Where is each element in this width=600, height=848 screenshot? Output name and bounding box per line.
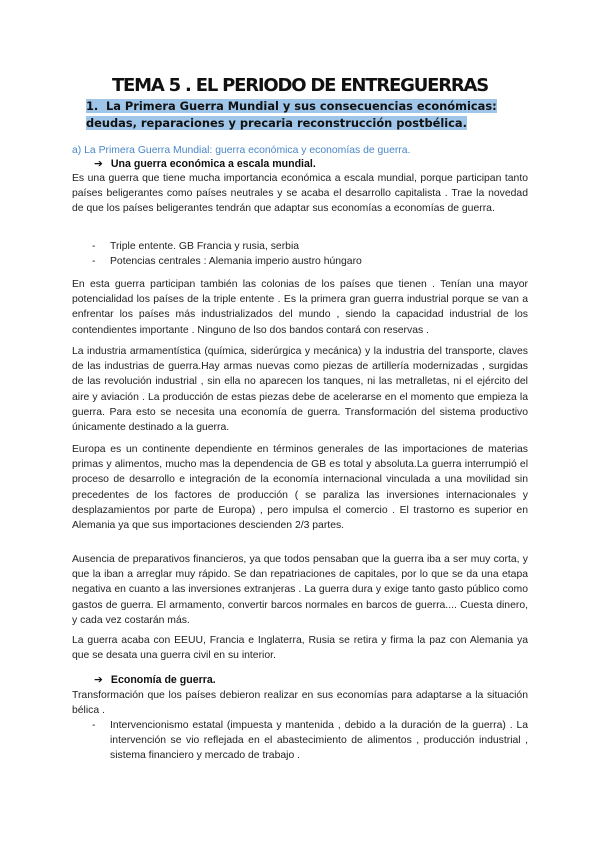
- paragraph: En esta guerra participan también las colonias de los países que tienen . Tenían una mayor potencialidad los países de la triple entente . Es la primera gran guerra industrial porque se van a enfrentar los países más industrializados del mundo , siendo la capacidad industrial de los contendientes importante . Ninguno de lso dos bandos contará con reservas .: [72, 279, 528, 336]
- paragraph: Transformación que los países debieron realizar en sus economías para adaptarse a la situación bélica .: [72, 690, 528, 717]
- section-heading-text: La Primera Guerra Mundial y sus consecuencias económicas: deudas, reparaciones y precaria reconstrucción postbélica.: [86, 99, 497, 130]
- bullet-dash: -: [92, 241, 96, 252]
- arrow-heading: [94, 674, 216, 686]
- paragraph: Ausencia de preparativos financieros, ya que todos pensaban que la guerra iba a ser muy corta, y que la iban a arreglar muy rápido. Se dan repatriaciones de capitales, por lo que se da una etapa negativa en cuanto a las inversiones extranjeras . La guerra dura y exige tanto gasto público como gastos de guerra. El armamento, convertir barcos normales en barcos de guerra.... Cuesta dinero, y cada vez costarán más.: [72, 554, 528, 626]
- arrow-icon: ➔: [94, 158, 103, 170]
- bullet-list: [92, 718, 528, 764]
- list-item: [92, 254, 528, 269]
- bullet-list: [92, 239, 528, 269]
- arrow-icon: ➔: [94, 674, 103, 686]
- list-item-text: Intervencionismo estatal (impuesta y mantenida , debido a la duración de la guerra) . La intervención se vio reflejada en el abastecimiento de alimentos , producción industrial , sistema financiero y mercado de trabajo .: [110, 720, 528, 762]
- section-heading-highlight: [86, 99, 497, 130]
- subsection-heading: a) La Primera Guerra Mundial: guerra económica y economías de guerra.: [72, 145, 411, 156]
- paragraph: La guerra acaba con EEUU, Francia e Inglaterra, Rusia se retira y firma la paz con Alemania ya que se desata una guerra civil en su interior.: [72, 635, 528, 662]
- paragraph: Es una guerra que tiene mucha importancia económica a escala mundial, porque participan tanto países beligerantes como países neutrales y se acaba el desarrollo capitalista . Trae la novedad de que los países beligerantes tendrán que adaptar sus economías a economías de guerra.: [72, 173, 528, 215]
- list-item-text: Triple entente. GB Francia y rusia, serbia: [110, 241, 300, 252]
- section-number: 1.: [86, 99, 99, 113]
- list-item-text: Potencias centrales : Alemania imperio austro húngaro: [110, 256, 362, 268]
- bullet-dash: -: [92, 256, 96, 268]
- bullet-dash: -: [92, 720, 96, 731]
- list-item: [92, 239, 528, 254]
- paragraph: La industria armamentística (química, siderúrgica y mecánica) y la industria del transporte, claves de las industrias de guerra.Hay armas nuevas como piezas de artillería modernizadas , surgidas de las revolución industrial , sin ella no aparecen los tanques, ni las metralletas, ni el ejército del aire y aviación . La producción de estas piezas debe de acelerarse en el momento que empieza la guerra. Para esto se necesita una economía de guerra. Transformación del sistema productivo únicamente destinado a la guerra.: [72, 346, 528, 434]
- section-heading: [86, 98, 530, 132]
- paragraph: Europa es un continente dependiente en términos generales de las importaciones de materias primas y alimentos, mucho mas la dependencia de GB es total y absoluta.La guerra interrumpió el proceso de desarrollo e integración de la economía internacional vinculada a una movilidad sin precedentes de los factores de producción ( se paraliza las inversiones internacionales y desplazamientos por parte de Europa) , pero impulsa el comercio . El trastorno es superior en Alemania ya que sus importaciones descienden 2/3 partes.: [72, 444, 528, 532]
- arrow-heading-text: Una guerra económica a escala mundial.: [110, 158, 316, 170]
- arrow-heading-text: Economía de guerra.: [110, 674, 216, 686]
- arrow-heading: [94, 158, 316, 170]
- list-item: [92, 718, 528, 764]
- page-title: TEMA 5 . EL PERIODO DE ENTREGUERRAS: [111, 75, 489, 96]
